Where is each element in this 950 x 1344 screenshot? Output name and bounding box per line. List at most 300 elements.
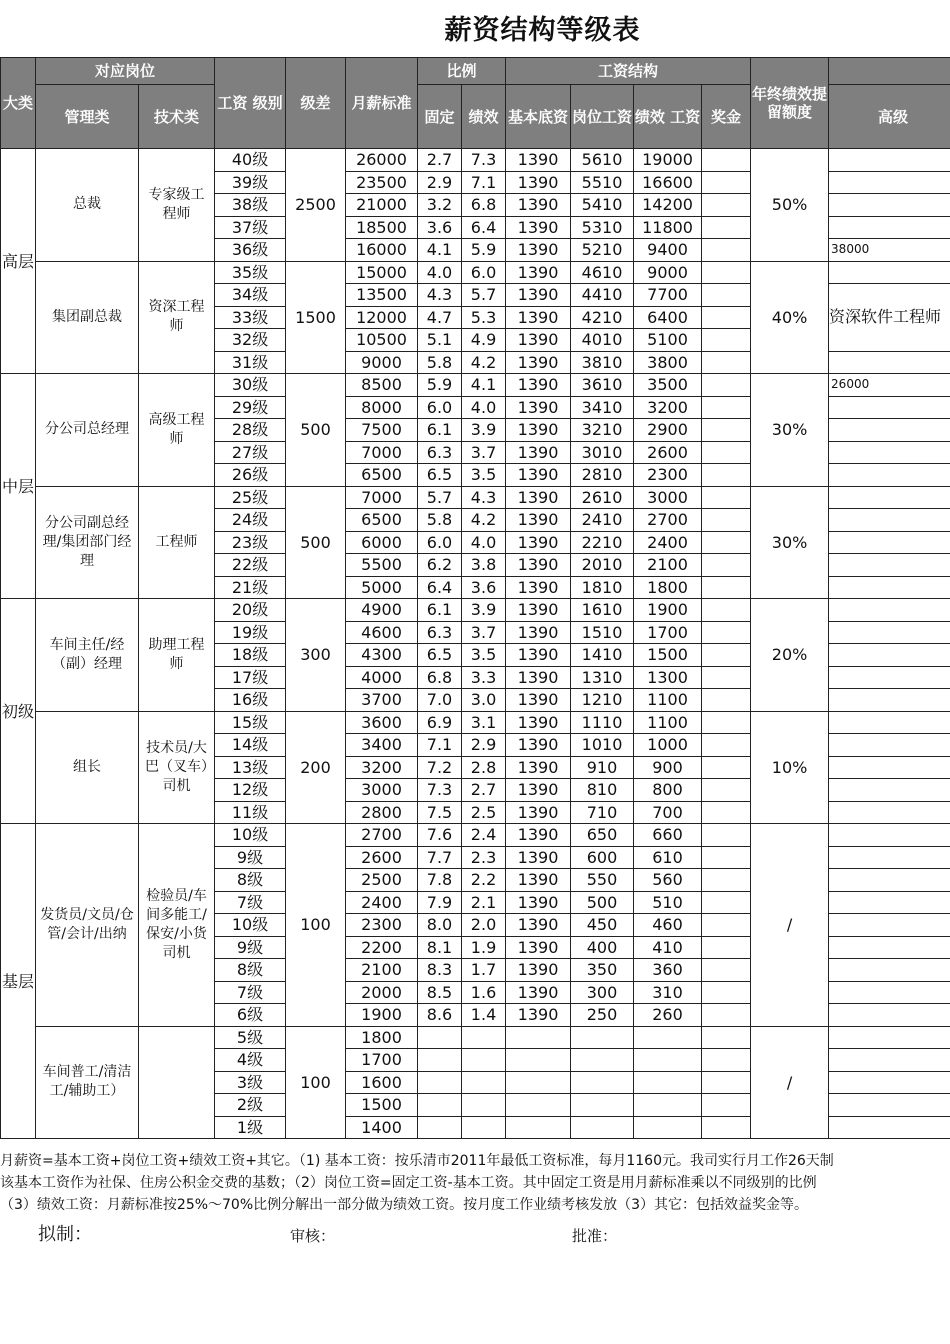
base-pay-cell: 1390: [506, 149, 571, 172]
bonus-cell: [702, 171, 751, 194]
monthly-cell: 3400: [346, 734, 418, 757]
monthly-cell: 3000: [346, 779, 418, 802]
perf-ratio-cell: [462, 1071, 506, 1094]
header-bonus: 奖金: [702, 85, 751, 149]
perf-ratio-cell: [462, 1026, 506, 1049]
monthly-cell: 2700: [346, 824, 418, 847]
perf-ratio-cell: 1.9: [462, 936, 506, 959]
bonus-cell: [702, 1026, 751, 1049]
header-senior: 高级: [829, 85, 950, 149]
grade-cell: 7级: [215, 981, 286, 1004]
grade-cell: 13级: [215, 756, 286, 779]
bonus-cell: [702, 216, 751, 239]
bonus-cell: [702, 1116, 751, 1139]
bonus-cell: [702, 194, 751, 217]
fixed-ratio-cell: [418, 1094, 462, 1117]
fixed-ratio-cell: 7.2: [418, 756, 462, 779]
bonus-cell: [702, 441, 751, 464]
footnote-line-2: 该基本工资作为社保、住房公积金交费的基数；（2）岗位工资=固定工资-基本工资。其中固定工资是用月薪标准乘以不同级别的比例: [0, 1175, 817, 1191]
extra-blank-cell: [829, 959, 950, 982]
extra-blank-cell: [829, 936, 950, 959]
perf-ratio-cell: 4.0: [462, 396, 506, 419]
perf-pay-cell: 2300: [634, 464, 702, 487]
base-pay-cell: 1390: [506, 171, 571, 194]
grade-cell: 10级: [215, 914, 286, 937]
category-cell: 初级: [1, 599, 36, 824]
perf-ratio-cell: 6.0: [462, 261, 506, 284]
step-cell: 100: [286, 824, 346, 1027]
base-pay-cell: 1390: [506, 351, 571, 374]
monthly-cell: 2200: [346, 936, 418, 959]
extra-blank-cell: [829, 666, 950, 689]
category-cell: 高层: [1, 149, 36, 374]
grade-cell: 18级: [215, 644, 286, 667]
perf-pay-cell: 3000: [634, 486, 702, 509]
perf-ratio-cell: 3.9: [462, 599, 506, 622]
monthly-cell: 10500: [346, 329, 418, 352]
grade-cell: 4级: [215, 1049, 286, 1072]
post-pay-cell: 2010: [571, 554, 634, 577]
fixed-ratio-cell: 4.3: [418, 284, 462, 307]
year-end-cell: 10%: [751, 711, 829, 824]
bonus-cell: [702, 486, 751, 509]
management-position: 集团副总裁: [36, 261, 139, 374]
perf-ratio-cell: 2.3: [462, 846, 506, 869]
extra-blank-cell: [829, 914, 950, 937]
base-pay-cell: 1390: [506, 419, 571, 442]
monthly-cell: 7500: [346, 419, 418, 442]
perf-ratio-cell: 6.8: [462, 194, 506, 217]
perf-ratio-cell: 2.1: [462, 891, 506, 914]
post-pay-cell: 1310: [571, 666, 634, 689]
post-pay-cell: 1410: [571, 644, 634, 667]
grade-cell: 36级: [215, 239, 286, 262]
base-pay-cell: 1390: [506, 261, 571, 284]
fixed-ratio-cell: 7.3: [418, 779, 462, 802]
year-end-cell: /: [751, 824, 829, 1027]
base-pay-cell: 1390: [506, 756, 571, 779]
extra-blank-cell: [829, 509, 950, 532]
header-year-end: 年终绩效提留额度: [751, 58, 829, 149]
table-row: [1, 711, 950, 734]
header-extra-blank: [829, 58, 950, 85]
post-pay-cell: 500: [571, 891, 634, 914]
monthly-cell: 3700: [346, 689, 418, 712]
monthly-cell: 26000: [346, 149, 418, 172]
post-pay-cell: 4210: [571, 306, 634, 329]
base-pay-cell: 1390: [506, 936, 571, 959]
monthly-cell: 2300: [346, 914, 418, 937]
perf-pay-cell: 800: [634, 779, 702, 802]
signature-draft: 拟制：: [38, 1224, 92, 1245]
extra-blank-cell: [829, 1049, 950, 1072]
perf-ratio-cell: 7.1: [462, 171, 506, 194]
post-pay-cell: 2610: [571, 486, 634, 509]
base-pay-cell: 1390: [506, 599, 571, 622]
fixed-ratio-cell: 6.8: [418, 666, 462, 689]
bonus-cell: [702, 936, 751, 959]
perf-ratio-cell: 2.9: [462, 734, 506, 757]
extra-blank-cell: [829, 1071, 950, 1094]
post-pay-cell: 3010: [571, 441, 634, 464]
fixed-ratio-cell: 7.6: [418, 824, 462, 847]
perf-pay-cell: 3200: [634, 396, 702, 419]
fixed-ratio-cell: 7.8: [418, 869, 462, 892]
grade-cell: 2级: [215, 1094, 286, 1117]
base-pay-cell: 1390: [506, 711, 571, 734]
year-end-cell: 30%: [751, 374, 829, 487]
monthly-cell: 3200: [346, 756, 418, 779]
bonus-cell: [702, 509, 751, 532]
post-pay-cell: 4410: [571, 284, 634, 307]
fixed-ratio-cell: 6.9: [418, 711, 462, 734]
perf-pay-cell: 19000: [634, 149, 702, 172]
grade-cell: 27级: [215, 441, 286, 464]
extra-blank-cell: [829, 216, 950, 239]
year-end-cell: 40%: [751, 261, 829, 374]
fixed-ratio-cell: 2.9: [418, 171, 462, 194]
base-pay-cell: 1390: [506, 621, 571, 644]
grade-cell: 16级: [215, 689, 286, 712]
grade-cell: 38级: [215, 194, 286, 217]
post-pay-cell: 3610: [571, 374, 634, 397]
base-pay-cell: 1390: [506, 554, 571, 577]
post-pay-cell: 3210: [571, 419, 634, 442]
post-pay-cell: [571, 1116, 634, 1139]
fixed-ratio-cell: 2.7: [418, 149, 462, 172]
base-pay-cell: 1390: [506, 194, 571, 217]
perf-pay-cell: 560: [634, 869, 702, 892]
perf-pay-cell: 700: [634, 801, 702, 824]
post-pay-cell: 910: [571, 756, 634, 779]
monthly-cell: 5500: [346, 554, 418, 577]
post-pay-cell: 650: [571, 824, 634, 847]
perf-pay-cell: 2900: [634, 419, 702, 442]
perf-ratio-cell: 1.7: [462, 959, 506, 982]
monthly-cell: 4600: [346, 621, 418, 644]
perf-ratio-cell: 5.7: [462, 284, 506, 307]
monthly-cell: 2500: [346, 869, 418, 892]
fixed-ratio-cell: 5.8: [418, 509, 462, 532]
extra-blank-cell: [829, 734, 950, 757]
extra-blank-cell: [829, 1004, 950, 1027]
header-base: 基本底资: [506, 85, 571, 149]
monthly-cell: 1500: [346, 1094, 418, 1117]
bonus-cell: [702, 779, 751, 802]
extra-blank-cell: [829, 554, 950, 577]
perf-pay-cell: 460: [634, 914, 702, 937]
post-pay-cell: 710: [571, 801, 634, 824]
fixed-ratio-cell: 8.1: [418, 936, 462, 959]
fixed-ratio-cell: 7.5: [418, 801, 462, 824]
post-pay-cell: 300: [571, 981, 634, 1004]
base-pay-cell: 1390: [506, 306, 571, 329]
post-pay-cell: 450: [571, 914, 634, 937]
table-row: [1, 486, 950, 509]
monthly-cell: 9000: [346, 351, 418, 374]
step-cell: 200: [286, 711, 346, 824]
post-pay-cell: [571, 1026, 634, 1049]
grade-cell: 7级: [215, 891, 286, 914]
bonus-cell: [702, 351, 751, 374]
perf-pay-cell: 3800: [634, 351, 702, 374]
perf-ratio-cell: 1.4: [462, 1004, 506, 1027]
header-perf-pay: 绩效 工资: [634, 85, 702, 149]
post-pay-cell: 810: [571, 779, 634, 802]
perf-pay-cell: [634, 1116, 702, 1139]
header-position-group: 对应岗位: [36, 58, 215, 85]
post-pay-cell: 5410: [571, 194, 634, 217]
fixed-ratio-cell: 5.7: [418, 486, 462, 509]
bonus-cell: [702, 644, 751, 667]
extra-blank-cell: [829, 531, 950, 554]
perf-pay-cell: 9400: [634, 239, 702, 262]
monthly-cell: 2800: [346, 801, 418, 824]
post-pay-cell: 1010: [571, 734, 634, 757]
technical-position: 高级工程师: [139, 374, 215, 487]
base-pay-cell: 1390: [506, 486, 571, 509]
perf-ratio-cell: 3.8: [462, 554, 506, 577]
bonus-cell: [702, 869, 751, 892]
perf-ratio-cell: 4.3: [462, 486, 506, 509]
fixed-ratio-cell: 3.2: [418, 194, 462, 217]
fixed-ratio-cell: 8.0: [418, 914, 462, 937]
fixed-ratio-cell: 7.9: [418, 891, 462, 914]
perf-ratio-cell: 3.0: [462, 689, 506, 712]
table-row: [1, 374, 950, 397]
bonus-cell: [702, 261, 751, 284]
extra-senior-title: 资深软件工程师: [829, 284, 950, 352]
perf-ratio-cell: 3.5: [462, 644, 506, 667]
base-pay-cell: 1390: [506, 779, 571, 802]
salary-table: [0, 57, 950, 1139]
perf-ratio-cell: 3.5: [462, 464, 506, 487]
fixed-ratio-cell: 5.1: [418, 329, 462, 352]
post-pay-cell: 250: [571, 1004, 634, 1027]
perf-ratio-cell: [462, 1116, 506, 1139]
monthly-cell: 12000: [346, 306, 418, 329]
bonus-cell: [702, 846, 751, 869]
grade-cell: 23级: [215, 531, 286, 554]
base-pay-cell: [506, 1116, 571, 1139]
technical-position: 检验员/车间多能工/保安/小货司机: [139, 824, 215, 1027]
monthly-cell: 23500: [346, 171, 418, 194]
management-position: 组长: [36, 711, 139, 824]
management-position: 车间普工/清洁工/辅助工）: [36, 1026, 139, 1139]
grade-cell: 30级: [215, 374, 286, 397]
monthly-cell: 7000: [346, 486, 418, 509]
post-pay-cell: 1110: [571, 711, 634, 734]
step-cell: 500: [286, 486, 346, 599]
perf-ratio-cell: 5.9: [462, 239, 506, 262]
grade-cell: 8级: [215, 959, 286, 982]
fixed-ratio-cell: 8.5: [418, 981, 462, 1004]
monthly-cell: 5000: [346, 576, 418, 599]
bonus-cell: [702, 576, 751, 599]
extra-blank-cell: [829, 891, 950, 914]
extra-blank-cell: [829, 441, 950, 464]
perf-pay-cell: 1900: [634, 599, 702, 622]
perf-pay-cell: 11800: [634, 216, 702, 239]
fixed-ratio-cell: 6.5: [418, 644, 462, 667]
fixed-ratio-cell: [418, 1026, 462, 1049]
monthly-cell: 4300: [346, 644, 418, 667]
monthly-cell: 2100: [346, 959, 418, 982]
header-technical: 技术类: [139, 85, 215, 149]
perf-ratio-cell: 4.0: [462, 531, 506, 554]
post-pay-cell: 4010: [571, 329, 634, 352]
fixed-ratio-cell: 7.7: [418, 846, 462, 869]
footnote-line-1: 月薪资=基本工资+岗位工资+绩效工资+其它。（1) 基本工资：按乐清市2011年最低工资标准，每月1160元。我司实行月工作26天制: [0, 1153, 834, 1169]
perf-pay-cell: 310: [634, 981, 702, 1004]
post-pay-cell: [571, 1071, 634, 1094]
perf-pay-cell: 660: [634, 824, 702, 847]
fixed-ratio-cell: 4.0: [418, 261, 462, 284]
monthly-cell: 1800: [346, 1026, 418, 1049]
grade-cell: 15级: [215, 711, 286, 734]
table-row: [1, 599, 950, 622]
perf-pay-cell: 900: [634, 756, 702, 779]
grade-cell: 8级: [215, 869, 286, 892]
base-pay-cell: 1390: [506, 216, 571, 239]
base-pay-cell: 1390: [506, 801, 571, 824]
fixed-ratio-cell: 6.3: [418, 441, 462, 464]
monthly-cell: 21000: [346, 194, 418, 217]
technical-position: 技术员/大巴（叉车）司机: [139, 711, 215, 824]
grade-cell: 35级: [215, 261, 286, 284]
extra-blank-cell: [829, 869, 950, 892]
grade-cell: 37级: [215, 216, 286, 239]
monthly-cell: 3600: [346, 711, 418, 734]
post-pay-cell: 550: [571, 869, 634, 892]
extra-blank-cell: [829, 419, 950, 442]
perf-ratio-cell: 6.4: [462, 216, 506, 239]
grade-cell: 3级: [215, 1071, 286, 1094]
header-monthly: 月薪标准: [346, 58, 418, 149]
perf-pay-cell: 510: [634, 891, 702, 914]
post-pay-cell: 2410: [571, 509, 634, 532]
monthly-cell: 1700: [346, 1049, 418, 1072]
perf-ratio-cell: 4.2: [462, 351, 506, 374]
extra-blank-cell: [829, 1116, 950, 1139]
table-row: [1, 824, 950, 847]
extra-blank-cell: [829, 1094, 950, 1117]
perf-pay-cell: 9000: [634, 261, 702, 284]
grade-cell: 32级: [215, 329, 286, 352]
perf-ratio-cell: 4.1: [462, 374, 506, 397]
bonus-cell: [702, 419, 751, 442]
grade-cell: 29级: [215, 396, 286, 419]
grade-cell: 9级: [215, 936, 286, 959]
perf-pay-cell: 1500: [634, 644, 702, 667]
base-pay-cell: 1390: [506, 509, 571, 532]
grade-cell: 25级: [215, 486, 286, 509]
fixed-ratio-cell: 5.9: [418, 374, 462, 397]
grade-cell: 12级: [215, 779, 286, 802]
bonus-cell: [702, 914, 751, 937]
fixed-ratio-cell: [418, 1049, 462, 1072]
fixed-ratio-cell: [418, 1071, 462, 1094]
monthly-cell: 7000: [346, 441, 418, 464]
base-pay-cell: 1390: [506, 689, 571, 712]
post-pay-cell: 600: [571, 846, 634, 869]
perf-ratio-cell: 3.9: [462, 419, 506, 442]
post-pay-cell: [571, 1049, 634, 1072]
grade-cell: 34级: [215, 284, 286, 307]
extra-blank-cell: [829, 351, 950, 374]
grade-cell: 28级: [215, 419, 286, 442]
fixed-ratio-cell: 8.3: [418, 959, 462, 982]
perf-pay-cell: 2700: [634, 509, 702, 532]
perf-pay-cell: 3500: [634, 374, 702, 397]
perf-pay-cell: 2100: [634, 554, 702, 577]
perf-pay-cell: 5100: [634, 329, 702, 352]
perf-ratio-cell: 2.7: [462, 779, 506, 802]
bonus-cell: [702, 149, 751, 172]
base-pay-cell: 1390: [506, 464, 571, 487]
extra-blank-cell: [829, 824, 950, 847]
table-row: [1, 1026, 950, 1049]
fixed-ratio-cell: 6.3: [418, 621, 462, 644]
bonus-cell: [702, 239, 751, 262]
fixed-ratio-cell: 8.6: [418, 1004, 462, 1027]
bonus-cell: [702, 666, 751, 689]
fixed-ratio-cell: 6.0: [418, 531, 462, 554]
bonus-cell: [702, 711, 751, 734]
management-position: 发货员/文员/仓管/会计/出纳: [36, 824, 139, 1027]
perf-ratio-cell: 4.9: [462, 329, 506, 352]
bonus-cell: [702, 396, 751, 419]
perf-pay-cell: 1000: [634, 734, 702, 757]
bonus-cell: [702, 1004, 751, 1027]
extra-blank-cell: [829, 261, 950, 284]
bonus-cell: [702, 306, 751, 329]
extra-blank-cell: [829, 149, 950, 172]
perf-pay-cell: 7700: [634, 284, 702, 307]
fixed-ratio-cell: 6.1: [418, 599, 462, 622]
perf-pay-cell: [634, 1026, 702, 1049]
extra-note-cell: 26000: [829, 374, 950, 397]
post-pay-cell: 350: [571, 959, 634, 982]
post-pay-cell: 5210: [571, 239, 634, 262]
post-pay-cell: 2210: [571, 531, 634, 554]
post-pay-cell: 1810: [571, 576, 634, 599]
monthly-cell: 8000: [346, 396, 418, 419]
table-row: [1, 149, 950, 172]
step-cell: 300: [286, 599, 346, 712]
monthly-cell: 1900: [346, 1004, 418, 1027]
perf-ratio-cell: 3.6: [462, 576, 506, 599]
base-pay-cell: 1390: [506, 959, 571, 982]
page-title: 薪资结构等级表: [444, 15, 641, 46]
post-pay-cell: 1510: [571, 621, 634, 644]
base-pay-cell: 1390: [506, 531, 571, 554]
header-category: 大类: [1, 58, 36, 149]
extra-note-cell: 38000: [829, 239, 950, 262]
technical-position: 工程师: [139, 486, 215, 599]
base-pay-cell: [506, 1049, 571, 1072]
grade-cell: 21级: [215, 576, 286, 599]
perf-ratio-cell: 2.8: [462, 756, 506, 779]
management-position: 分公司副总经理/集团部门经理: [36, 486, 139, 599]
bonus-cell: [702, 1071, 751, 1094]
base-pay-cell: 1390: [506, 374, 571, 397]
perf-ratio-cell: 2.5: [462, 801, 506, 824]
extra-blank-cell: [829, 171, 950, 194]
perf-pay-cell: [634, 1071, 702, 1094]
bonus-cell: [702, 329, 751, 352]
bonus-cell: [702, 284, 751, 307]
